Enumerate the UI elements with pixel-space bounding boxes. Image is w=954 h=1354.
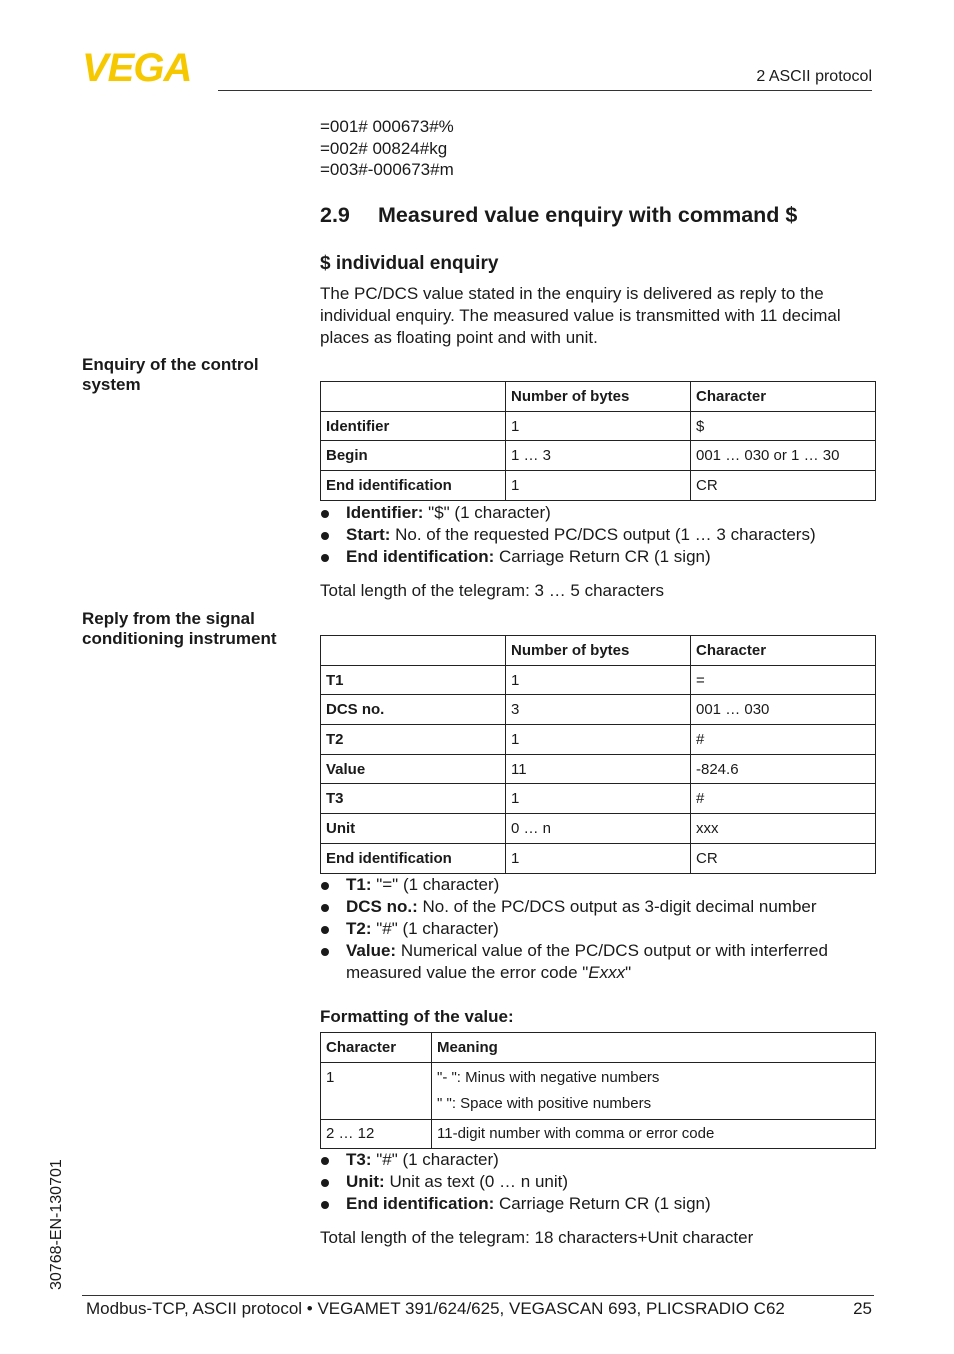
enquiry-side-label: Enquiry of the control system [82, 355, 259, 394]
table-cell: 11 [506, 754, 691, 784]
enquiry-total-length: Total length of the telegram: 3 … 5 characters [320, 581, 664, 600]
page-number: 25 [853, 1299, 872, 1318]
list-item: T3: "#" (1 character) [320, 1149, 880, 1171]
table-cell: 001 … 030 or 1 … 30 [691, 441, 876, 471]
footer-divider [82, 1295, 874, 1296]
table-cell: # [691, 784, 876, 814]
code-line: =001# 000673#% [320, 117, 454, 136]
code-line: =003#-000673#m [320, 160, 454, 179]
table-cell: T1 [321, 665, 506, 695]
table-cell: Unit [321, 814, 506, 844]
table-row [321, 754, 876, 784]
table-row [321, 695, 876, 725]
table-cell: 1 [321, 1062, 432, 1119]
enquiry-bullet-list [320, 502, 880, 568]
list-item: T1: "=" (1 character) [320, 874, 880, 896]
table-cell: xxx [691, 814, 876, 844]
table-row [321, 665, 876, 695]
table-cell: 1 [506, 471, 691, 501]
table-row [321, 1119, 876, 1149]
table-cell: -824.6 [691, 754, 876, 784]
vega-logo [82, 50, 214, 84]
table-cell: DCS no. [321, 695, 506, 725]
table-cell: Meaning [432, 1033, 876, 1063]
table-cell: Character [691, 636, 876, 666]
subsection-heading: $ individual enquiry [320, 253, 499, 274]
table-cell: 3 [506, 695, 691, 725]
table-cell: CR [691, 843, 876, 873]
table-cell: 1 [506, 411, 691, 441]
list-item: Unit: Unit as text (0 … n unit) [320, 1171, 880, 1193]
list-item: End identification: Carriage Return CR (1 sign) [320, 546, 880, 568]
list-item: DCS no.: No. of the PC/DCS output as 3-digit decimal number [320, 896, 880, 918]
table-cell: Begin [321, 441, 506, 471]
table-cell: 1 [506, 665, 691, 695]
table-cell: Identifier [321, 411, 506, 441]
table-cell: = [691, 665, 876, 695]
table-cell: CR [691, 471, 876, 501]
section-title: Measured value enquiry with command $ [378, 203, 798, 227]
table-header-row [321, 1033, 876, 1063]
table-cell: $ [691, 411, 876, 441]
table-cell: 001 … 030 [691, 695, 876, 725]
code-line: =002# 00824#kg [320, 138, 448, 158]
table-cell: Character [691, 382, 876, 412]
table-row [321, 784, 876, 814]
table-row [321, 814, 876, 844]
reply-table [320, 635, 876, 874]
table-cell: Value [321, 754, 506, 784]
table-cell: # [691, 725, 876, 755]
table-cell: T2 [321, 725, 506, 755]
reply-bullet-list [320, 874, 880, 984]
table-cell: 1 … 3 [506, 441, 691, 471]
table-cell: Number of bytes [506, 382, 691, 412]
table-row [321, 471, 876, 501]
document-number: 30768-EN-130701 [48, 1159, 65, 1290]
enquiry-table [320, 381, 876, 501]
table-cell: 1 [506, 784, 691, 814]
table-cell: 0 … n [506, 814, 691, 844]
table-cell: T3 [321, 784, 506, 814]
formatting-title: Formatting of the value: [320, 1007, 514, 1026]
reply-side-label: Reply from the signal conditioning instrument [82, 609, 277, 648]
list-item: End identification: Carriage Return CR (1 sign) [320, 1193, 880, 1215]
table-row [321, 1062, 876, 1119]
table-cell: 2 … 12 [321, 1119, 432, 1149]
running-header: 2 ASCII protocol [756, 68, 872, 85]
table-cell: 1 [506, 843, 691, 873]
section-number: 2.9 [320, 203, 350, 227]
formatting-table [320, 1032, 876, 1149]
table-header-row [321, 636, 876, 666]
formatting-bullet-list [320, 1149, 880, 1215]
table-cell: Character [321, 1033, 432, 1063]
table-cell: End identification [321, 471, 506, 501]
table-row [321, 843, 876, 873]
table-row [321, 441, 876, 471]
footer-text: Modbus-TCP, ASCII protocol • VEGAMET 391/624/625, VEGASCAN 693, PLICSRADIO C62 [86, 1299, 785, 1318]
list-item: Identifier: "$" (1 character) [320, 502, 880, 524]
table-cell: 1 [506, 725, 691, 755]
table-cell: Number of bytes [506, 636, 691, 666]
list-item: Value: Numerical value of the PC/DCS output or with interferred measured value the error code "Exxx" [320, 940, 880, 984]
table-cell [321, 636, 506, 666]
table-row [321, 725, 876, 755]
header-divider [218, 90, 872, 91]
formatting-total-length: Total length of the telegram: 18 characters+Unit character [320, 1228, 754, 1247]
table-row [321, 411, 876, 441]
list-item: T2: "#" (1 character) [320, 918, 880, 940]
svg-text:VEGA: VEGA [82, 50, 192, 84]
table-header-row [321, 382, 876, 412]
section-heading [320, 203, 797, 228]
list-item: Start: No. of the requested PC/DCS output (1 … 3 characters) [320, 524, 880, 546]
table-cell: End identification [321, 843, 506, 873]
intro-paragraph: The PC/DCS value stated in the enquiry is delivered as reply to the individual enquiry. The measured value is transmitted with 11 decimal places as floating point and with unit. [320, 284, 841, 347]
table-cell: 11-digit number with comma or error code [432, 1119, 876, 1149]
table-cell: "- ": Minus with negative numbers " ": Space with positive numbers [432, 1062, 876, 1119]
code-example [320, 116, 454, 181]
table-cell [321, 382, 506, 412]
